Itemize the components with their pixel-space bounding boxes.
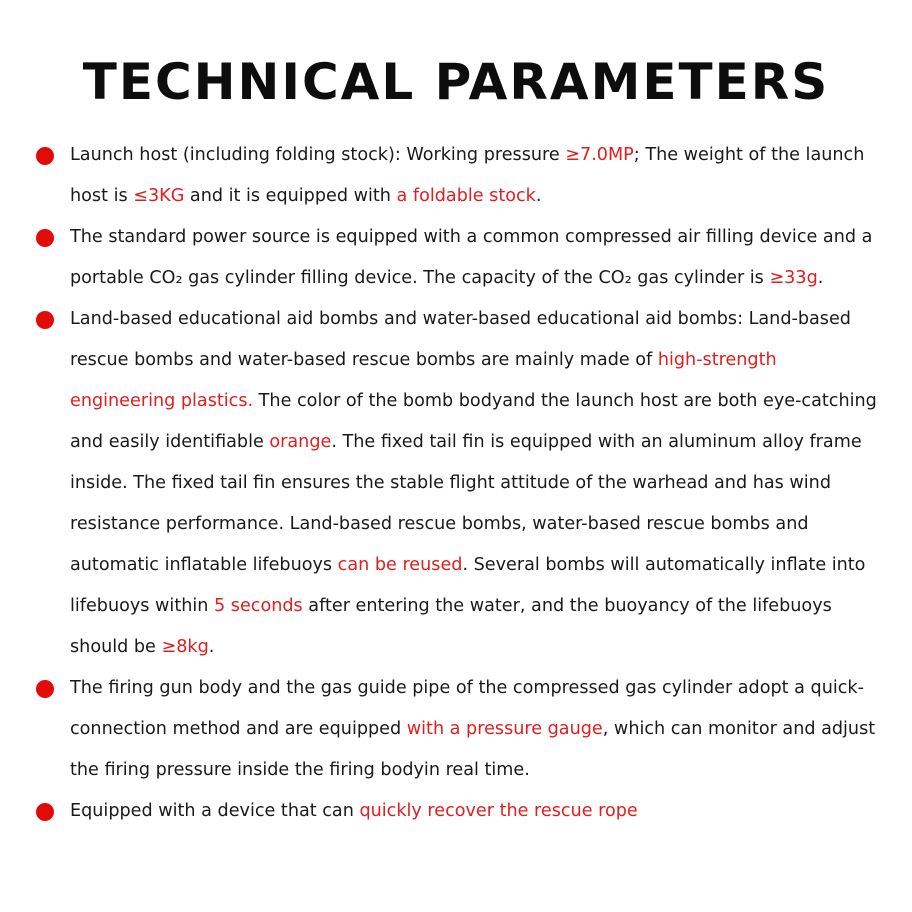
body-text: after entering the water, and the buoyancy of the lifebuoys should be xyxy=(70,596,832,657)
parameter-text xyxy=(70,791,884,832)
parameter-item-2 xyxy=(0,217,912,299)
highlight-text: a foldable stock xyxy=(396,186,536,206)
parameter-text xyxy=(70,135,884,217)
parameter-item-5 xyxy=(0,791,912,832)
parameter-text xyxy=(70,299,884,668)
bullet-icon xyxy=(36,803,54,821)
body-text: Equipped with a device that can xyxy=(70,801,360,821)
body-text: ; The weight of the launch host is xyxy=(70,145,865,206)
page-title: TECHNICAL PARAMETERS xyxy=(82,53,830,111)
parameter-item-3 xyxy=(0,299,912,668)
body-text: , which can monitor and adjust the firing pressure inside the firing bodyin real time. xyxy=(70,719,876,780)
highlight-text: orange xyxy=(269,432,332,452)
body-text: . Several bombs will automatically inflate into lifebuoys within xyxy=(70,555,866,616)
parameter-text xyxy=(70,217,884,299)
body-text: . The fixed tail fin is equipped with an aluminum alloy frame inside. The fixed tail fin ensures the stable flight attitude of the warhead and has wind resistance performance. Land-based rescue bombs, water-based rescue bombs and automatic inflatable lifebuoys xyxy=(70,432,862,575)
highlight-text: high-strength engineering plastics. xyxy=(70,350,777,411)
highlight-text: ≥33g xyxy=(769,268,818,288)
highlight-text: ≤3KG xyxy=(133,186,185,206)
body-text: Land-based educational aid bombs and water-based educational aid bombs: Land-based rescue bombs and water-based rescue bombs are mainly made of xyxy=(70,309,851,370)
bullet-icon xyxy=(36,311,54,329)
bullet-icon xyxy=(36,229,54,247)
parameter-item-4 xyxy=(0,668,912,791)
body-text: Launch host (including folding stock): Working pressure xyxy=(70,145,566,165)
highlight-text: with a pressure gauge xyxy=(406,719,603,739)
body-text: The color of the bomb bodyand the launch host are both eye-catching and easily identifiable xyxy=(70,391,877,452)
highlight-text: can be reused xyxy=(337,555,463,575)
parameter-text xyxy=(70,668,884,791)
body-text: . xyxy=(535,186,542,206)
bullet-icon xyxy=(36,680,54,698)
body-text: . xyxy=(208,637,215,657)
highlight-text: ≥7.0MP xyxy=(565,145,634,165)
parameter-list xyxy=(0,135,912,832)
highlight-text: ≥8kg xyxy=(161,637,209,657)
highlight-text: 5 seconds xyxy=(214,596,303,616)
parameter-item-1 xyxy=(0,135,912,217)
body-text: and it is equipped with xyxy=(184,186,397,206)
body-text: . xyxy=(817,268,824,288)
highlight-text: quickly recover the rescue rope xyxy=(359,801,638,821)
body-text: The standard power source is equipped with a common compressed air filling device and a portable CO₂ gas cylinder filling device. The capacity of the CO₂ gas cylinder is xyxy=(70,227,873,288)
bullet-icon xyxy=(36,147,54,165)
body-text: The firing gun body and the gas guide pipe of the compressed gas cylinder adopt a quick-connection method and are equipped xyxy=(70,678,864,739)
